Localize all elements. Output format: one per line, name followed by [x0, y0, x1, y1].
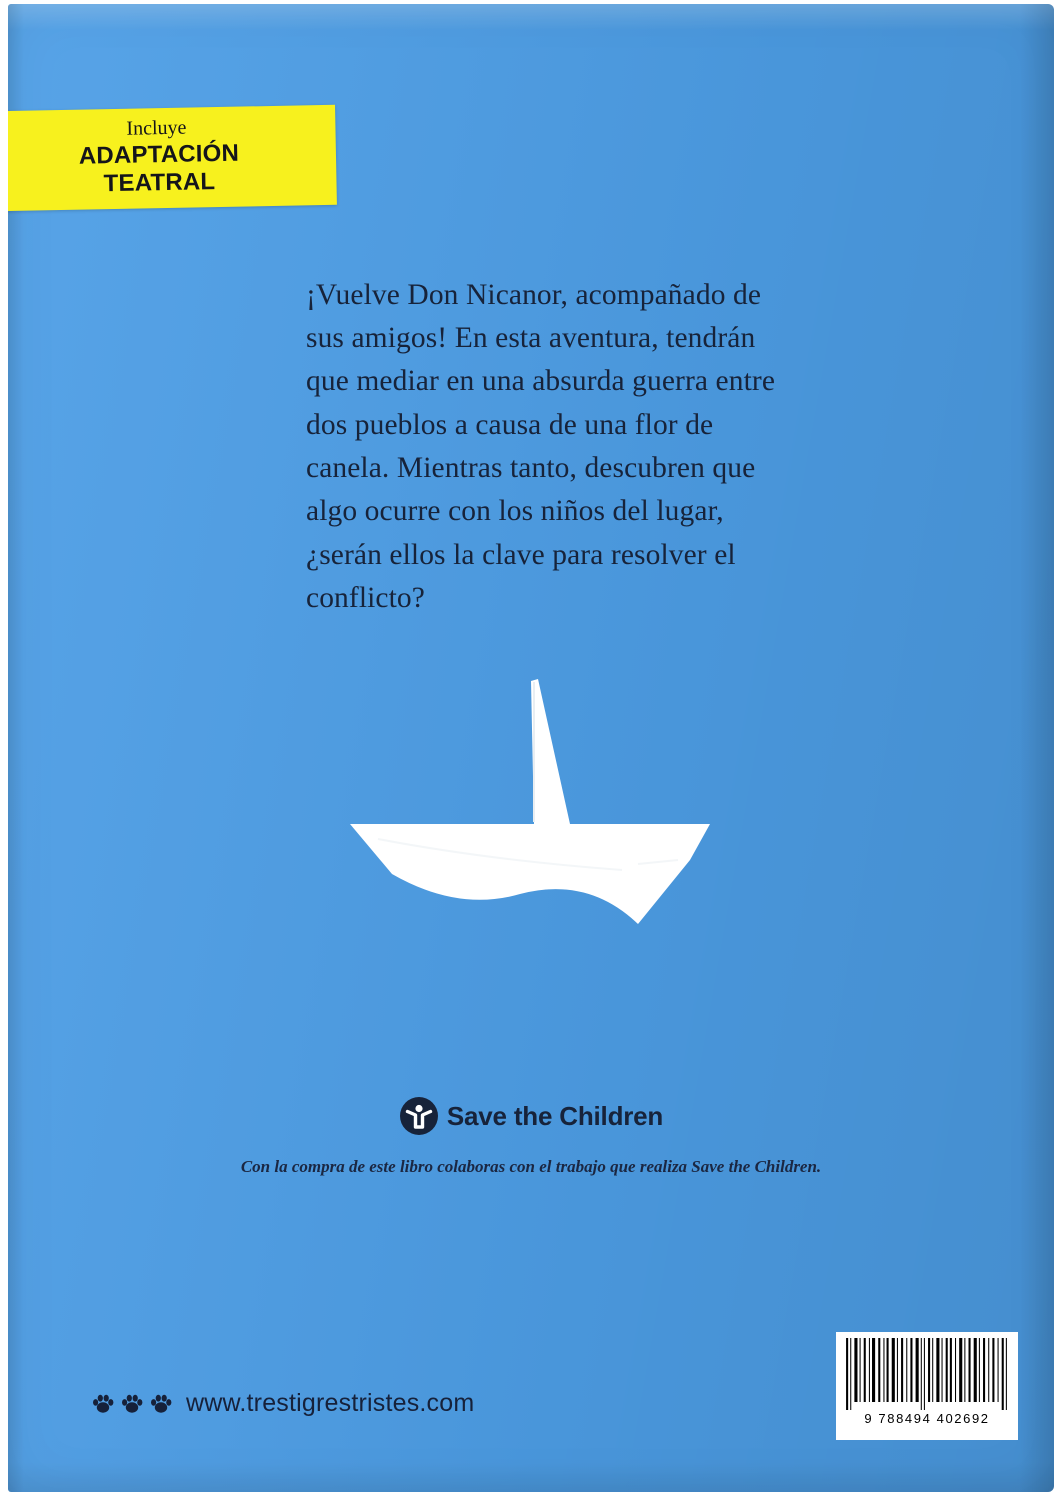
- back-cover-blurb: ¡Vuelve Don Nicanor, acompañado de sus amigos! En esta aventura, tendrán que mediar en una absurda guerra entre dos pueblos a causa de una flor de canela. Mientras tanto, descubren que algo ocurre con los niños del lugar, ¿serán ellos la clave para resolver el conflicto?: [306, 278, 776, 615]
- paper-boat-icon: [350, 679, 710, 924]
- paper-boat-illustration: [338, 664, 748, 964]
- cover-left-shadow: [8, 4, 24, 1492]
- publisher-website-url[interactable]: www.trestigrestristes.com: [186, 1389, 475, 1417]
- promo-sticker-line2: ADAPTACIÓN TEATRAL: [78, 139, 240, 197]
- paw-print-icon: [121, 1394, 143, 1414]
- cover-spine-shadow: [1020, 4, 1054, 1492]
- cover-top-highlight: [8, 4, 1054, 30]
- isbn-digits: 9 788494 402692: [864, 1411, 990, 1426]
- promo-sticker-line1: Incluye: [126, 116, 187, 140]
- save-the-children-mark: [399, 1096, 439, 1136]
- save-the-children-caption: Con la compra de este libro colaboras con el trabajo que realiza Save the Children.: [240, 1157, 822, 1176]
- paw-print-icon: [92, 1394, 114, 1414]
- paw-print-icon-group: [92, 1394, 172, 1414]
- paw-print-icon: [150, 1394, 172, 1414]
- barcode-bars: [844, 1338, 1010, 1410]
- cover-board: [8, 4, 1054, 1492]
- save-the-children-wordmark: Save the Children: [446, 1101, 664, 1131]
- cover-bottom-shadow: [8, 1462, 1054, 1492]
- promo-sticker: [8, 105, 337, 212]
- save-the-children-block: [8, 1096, 1054, 1180]
- publisher-website-row[interactable]: [92, 1389, 474, 1418]
- isbn-barcode: [836, 1332, 1018, 1440]
- save-the-children-logo: [399, 1096, 663, 1136]
